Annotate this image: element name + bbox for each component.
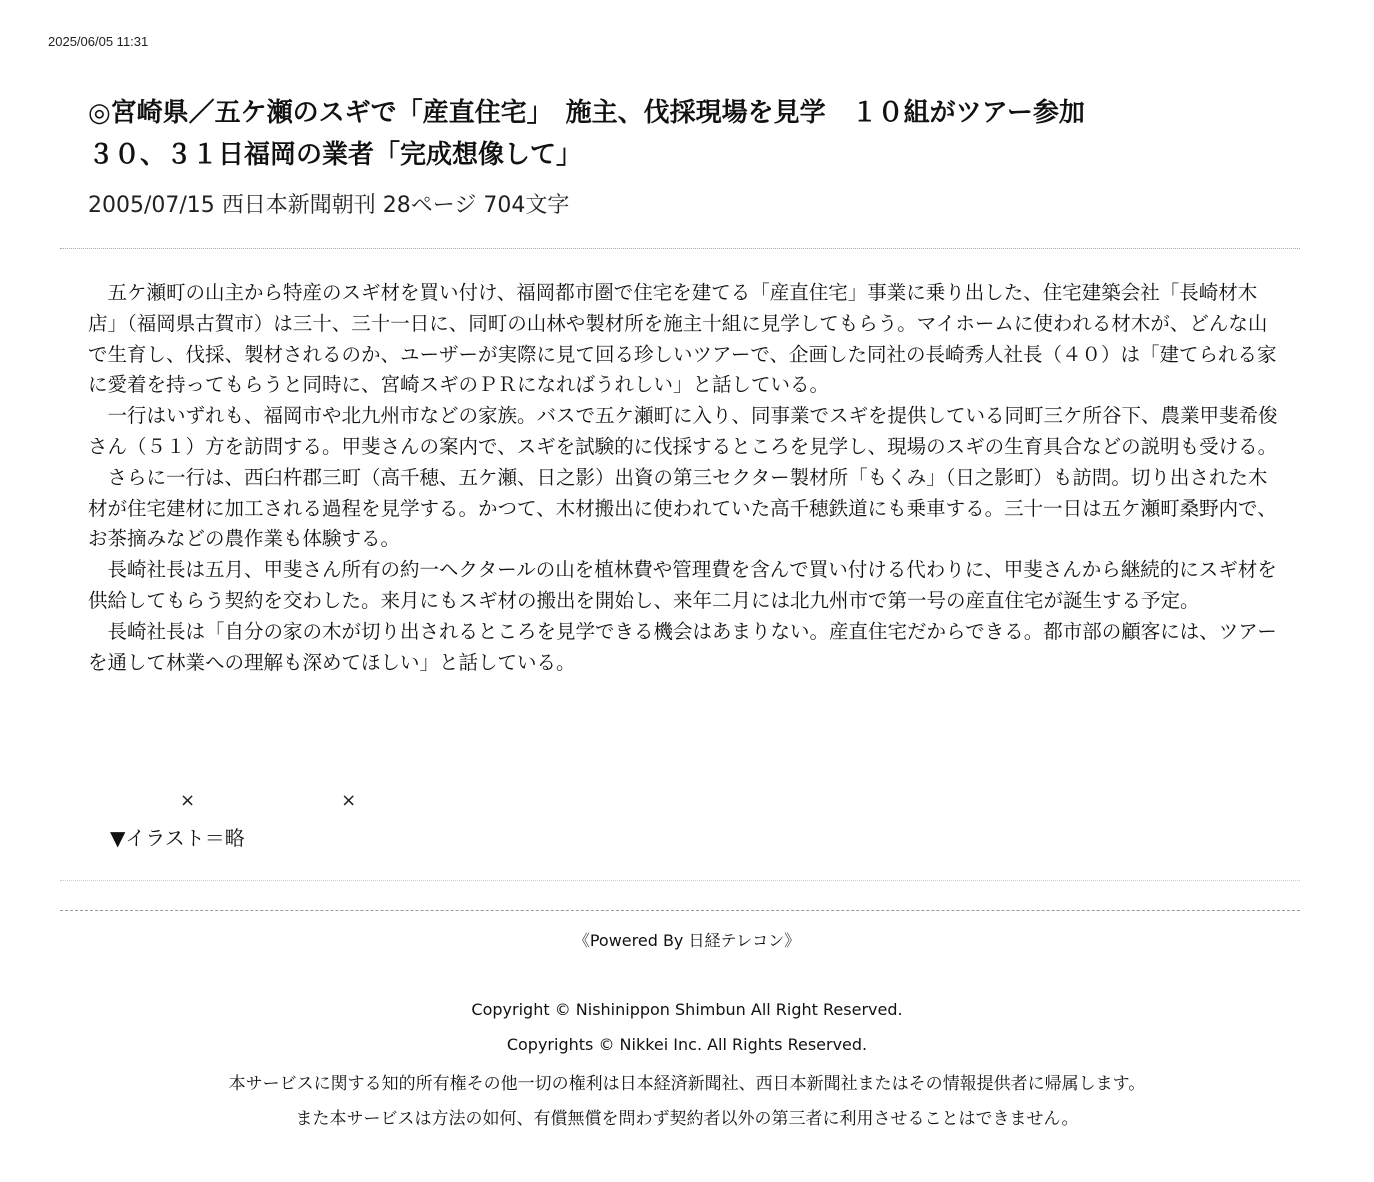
section-separator-marks (180, 790, 356, 811)
article-paragraph: 長崎社長は五月、甲斐さん所有の約一ヘクタールの山を植林費や管理費を含んで買い付ける代わりに、甲斐さんから継続的にスギ材を供給してもらう契約を交わした。来月にもスギ材の搬出を開始し、来年二月には北九州市で第一号の産直住宅が誕生する予定。 (88, 558, 1277, 612)
powered-by-text: 《Powered By 日経テレコン》 (573, 931, 801, 950)
top-divider (60, 248, 1300, 249)
article-headline (88, 92, 1288, 176)
copyright-nishinippon: Copyright © Nishinippon Shimbun All Right Reserved. (471, 1000, 903, 1019)
headline-line-2: ３０、３１日福岡の業者「完成想像して」 (88, 140, 583, 170)
article-paragraph: 一行はいずれも、福岡市や北九州市などの家族。バスで五ケ瀬町に入り、同事業でスギを提供している同町三ケ所谷下、農業甲斐希俊さん（５１）方を訪問する。甲斐さんの案内で、スギを試験的に伐採するところを見学し、現場のスギの生育具合などの説明も受ける。 (88, 404, 1278, 458)
headline-line-1: ◎宮崎県／五ケ瀬のスギで「産直住宅」 施主、伐採現場を見学 １０組がツアー参加 (88, 98, 1085, 128)
article-paragraph: 長崎社長は「自分の家の木が切り出されるところを見学できる機会はあまりない。産直住宅だからできる。都市部の顧客には、ツアーを通して林業への理解も深めてほしい」と話している。 (88, 619, 1277, 674)
footer-divider (60, 910, 1300, 911)
separator-mark: × (341, 790, 357, 811)
article-meta: 2005/07/15 西日本新聞朝刊 28ページ 704文字 (88, 193, 570, 218)
faint-divider (60, 880, 1300, 881)
illustration-note: ▼イラスト＝略 (110, 826, 245, 850)
separator-mark: × (180, 790, 196, 811)
article-paragraph: さらに一行は、西臼杵郡三町（高千穂、五ケ瀬、日之影）出資の第三セクター製材所「もくみ」（日之影町）も訪問。切り出された木材が住宅建材に加工される過程を見学する。かつて、木材搬出に使われていた高千穂鉄道にも乗車する。三十一日は五ケ瀬町桑野内で、お茶摘みなどの農作業も体験する。 (88, 465, 1277, 551)
rights-notice-1: 本サービスに関する知的所有権その他一切の権利は日本経済新聞社、西日本新聞社またはその情報提供者に帰属します。 (228, 1074, 1146, 1094)
article-body (88, 278, 1278, 678)
print-timestamp: 2025/06/05 11:31 (48, 34, 149, 49)
rights-notice-2: また本サービスは方法の如何、有償無償を問わず契約者以外の第三者に利用させることはできません。 (295, 1109, 1079, 1129)
copyright-nikkei: Copyrights © Nikkei Inc. All Rights Reserved. (506, 1035, 868, 1054)
article-paragraph: 五ケ瀬町の山主から特産のスギ材を買い付け、福岡都市圏で住宅を建てる「産直住宅」事業に乗り出した、住宅建築会社「長崎材木店」（福岡県古賀市）は三十、三十一日に、同町の山林や製材所を施主十組に見学してもらう。マイホームに使われる材木が、どんな山で生育し、伐採、製材されるのか、ユーザーが実際に見て回る珍しいツアーで、企画した同社の長崎秀人社長（４０）は「建てられる家に愛着を持ってもらうと同時に、宮崎スギのＰＲになればうれしい」と話している。 (88, 281, 1277, 397)
